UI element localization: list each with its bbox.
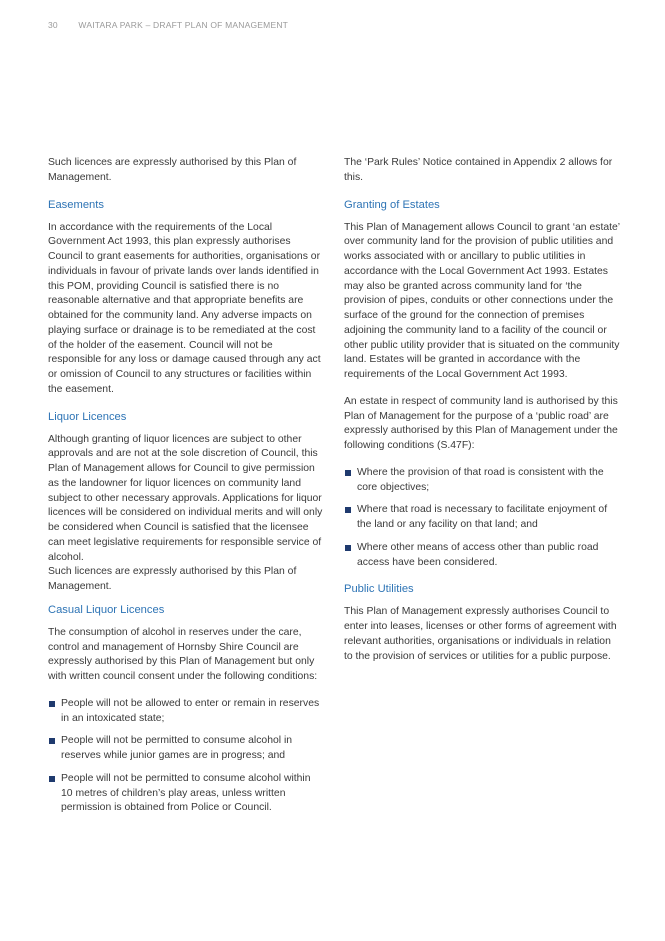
list-item-text: Where the provision of that road is consistent with the core objectives; bbox=[357, 466, 604, 493]
left-column bbox=[48, 156, 324, 828]
liquor-licences-heading: Liquor Licences bbox=[48, 410, 127, 423]
easements-paragraph: In accordance with the requirements of the Local Government Act 1993, this plan expressly authorises Council to grant easements for authorities, organisations or individuals in favour of private lands over lands identified in this POM, providing Council is satisfied there is no reasonable alternative and that appropriate benefits are obtained for the community land. Any adverse impacts on playing surface or drainage is to be remediated at the cost of the holder of the easement. Council will not be responsible for any loss or damage caused through any act or omission of Council to any structures or facilities within the easement. bbox=[48, 221, 321, 395]
casual-liquor-paragraph: The consumption of alcohol in reserves under the care, control and management of Hornsby Shire Council are expressly authorised by this Plan of Management but only with written council consent under the following conditions: bbox=[48, 626, 318, 682]
list-item bbox=[48, 734, 324, 764]
liquor-licences-paragraph bbox=[48, 433, 324, 595]
right-column bbox=[344, 156, 620, 676]
granting-estates-paragraph-1: This Plan of Management allows Council to grant ‘an estate’ over community land for the provision of public utilities and works associated with or ancillary to public utilities in accordance with the Local Government Act 1993. Estates may also be granted across community land for ‘the provision of pipes, conduits or other connections under the surface of the ground for the connection of premises adjoining the community land to a facility of the council or other public utility provider that is situated on the community land. Estates will be granted in accordance with the requirements of the Local Government Act 1993. bbox=[344, 221, 620, 380]
granting-estates-paragraph-2: An estate in respect of community land is authorised by this Plan of Management for the purpose of a ‘public road’ are expressly authorised by this Plan of Management under the following conditions (S.47F): bbox=[344, 395, 618, 451]
list-item-text: People will not be permitted to consume alcohol within 10 metres of children’s play areas, unless written permission is obtained from Police or Council. bbox=[61, 772, 311, 814]
estate-conditions-list bbox=[344, 466, 620, 571]
casual-liquor-heading: Casual Liquor Licences bbox=[48, 603, 165, 616]
granting-estates-heading: Granting of Estates bbox=[344, 198, 440, 211]
park-rules-paragraph: The ‘Park Rules’ Notice contained in Appendix 2 allows for this. bbox=[344, 157, 613, 183]
list-item-text: Where other means of access other than public road access have been considered. bbox=[357, 541, 599, 568]
list-item-text: People will not be allowed to enter or remain in reserves in an intoxicated state; bbox=[61, 697, 320, 724]
casual-liquor-list bbox=[48, 697, 324, 816]
list-item bbox=[48, 697, 324, 727]
list-item bbox=[344, 541, 620, 571]
public-utilities-paragraph: This Plan of Management expressly authorises Council to enter into leases, licenses or other forms of agreement with relevant authorities, organisations or individuals in relation to the provision of services or utilities for a public purpose. bbox=[344, 606, 617, 662]
easements-heading: Easements bbox=[48, 198, 104, 211]
running-header bbox=[48, 20, 288, 30]
running-title: WAITARA PARK – DRAFT PLAN OF MANAGEMENT bbox=[78, 20, 289, 30]
list-item bbox=[48, 772, 324, 816]
public-utilities-heading: Public Utilities bbox=[344, 583, 414, 596]
list-item bbox=[344, 503, 620, 533]
liquor-licences-body: Although granting of liquor licences are subject to other approvals and are not at the sole discretion of Council, this Plan of Management allows for Council to give permission as the landowner for liquor licences on community land subject to other necessary approvals. Applications for liquor licences will be considered on individual merits and will only be considered when Council is satisfied that the licensee can meet legislative requirements for responsible service of alcohol. bbox=[48, 433, 323, 563]
liquor-licences-closing: Such licences are expressly authorised by this Plan of Management. bbox=[48, 566, 297, 592]
page-number: 30 bbox=[48, 20, 58, 30]
list-item-text: Where that road is necessary to facilitate enjoyment of the land or any facility on that land; and bbox=[357, 504, 608, 530]
list-item bbox=[344, 466, 620, 496]
intro-paragraph: Such licences are expressly authorised by this Plan of Management. bbox=[48, 157, 297, 183]
list-item-text: People will not be permitted to consume alcohol in reserves while junior games are in progress; and bbox=[61, 735, 293, 761]
